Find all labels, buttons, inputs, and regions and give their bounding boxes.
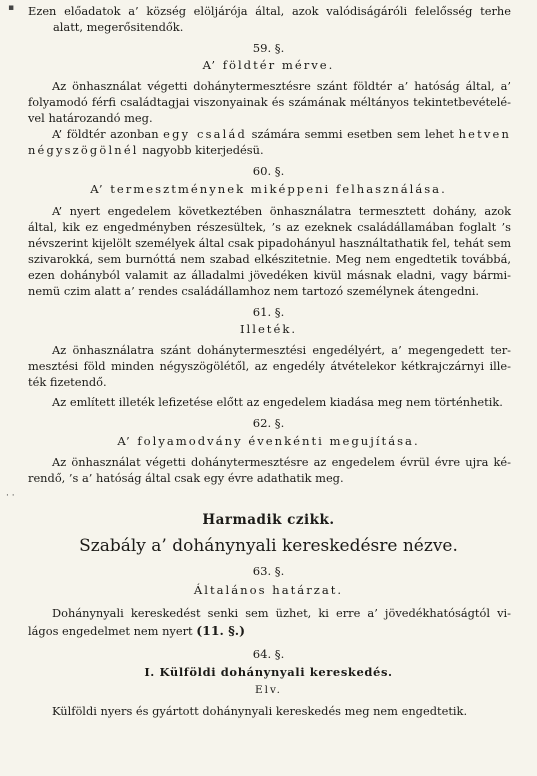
bullet-mark: ▪: [8, 3, 15, 13]
section-63-title: Általános határzat.: [193, 583, 344, 597]
section-60-number: 60. §.: [252, 164, 285, 178]
section-59-title: A’ földtér mérve.: [202, 58, 335, 72]
emphasis-run: egy család: [163, 127, 247, 141]
text-run: nagyobb kiterjedésü.: [138, 143, 264, 157]
section-64-subtitle: Elv.: [254, 684, 283, 696]
section-61-title: Illeték.: [239, 322, 298, 336]
para-62-line-2: rendő, ’s a’ hatóság által csak egy évre adathatik meg.: [28, 471, 344, 485]
part-3-heading: Harmadik czikk.: [202, 512, 335, 528]
text-run: A’ földtér azonban: [52, 127, 164, 141]
emphasis-run: négyszögölnél: [28, 143, 139, 157]
reference-run: (11. §.): [196, 623, 246, 638]
para-64-line-1: Külföldi nyers és gyártott dohánynyali kereskedés meg nem engedtetik.: [52, 704, 468, 718]
section-62-title: A’ folyamodvány évenkénti megujítása.: [117, 434, 420, 448]
para-60-line-2: által, kik ez engedményben részesültek, ’s az ezeknek családállamában foglalt ’s: [28, 220, 511, 234]
section-59-number: 59. §.: [252, 41, 285, 55]
part-3-title: Szabály a’ dohánynyali kereskedésre nézve.: [79, 536, 458, 556]
section-61-number: 61. §.: [252, 305, 285, 319]
para-60-line-3: névszerint kijelölt személyek által csak pipadohányul használtathatik fel, tehát sem: [28, 236, 511, 250]
section-63-number: 63. §.: [252, 564, 285, 578]
para-59a-line-3: vel határozandó meg.: [28, 111, 153, 125]
para-61b-line-1: Az említett illeték lefizetése előtt az engedelem kiadása meg nem történhetik.: [52, 395, 503, 409]
section-60-title: A’ termesztménynek miképpeni felhasználása.: [90, 182, 447, 196]
emphasis-run: hetven: [458, 127, 511, 141]
text-run: lágos engedelmet nem nyert: [28, 624, 197, 638]
para-61a-line-2: mesztési föld minden négyszögölétől, az engedély átvételekor kétkrajczárnyi ille-: [28, 359, 511, 373]
section-64-title: I. Külföldi dohánynyali kereskedés.: [144, 665, 393, 679]
section-64-number: 64. §.: [252, 647, 285, 661]
text-run: számára semmi esetben sem lehet: [247, 127, 459, 141]
para-60-line-1: A’ nyert engedelem következtében önhasználatra termesztett dohány, azok: [52, 204, 511, 218]
para-59b-line-1: [52, 127, 511, 141]
para-60-line-5: ezen dohányból valamit az álladalmi jövedéken kivül másnak eladni, vagy bármi-: [28, 268, 511, 282]
para-60-line-6: nemü czim alatt a’ rendes családállamhoz nem tartozó személynek átengedni.: [28, 284, 479, 298]
section-62-number: 62. §.: [252, 416, 285, 430]
print-speck: · ·: [6, 491, 15, 501]
para-59a-line-1: Az önhasználat végetti dohánytermesztésre szánt földtér a’ hatóság által, a’: [52, 79, 511, 93]
para-61a-line-3: ték fizetendő.: [28, 375, 107, 389]
para-61a-line-1: Az önhasználatra szánt dohánytermesztési engedélyért, a’ megengedett ter-: [52, 343, 511, 357]
para-63-line-1: Dohánynyali kereskedést senki sem üzhet, ki erre a’ jövedékhatóságtól vi-: [52, 606, 511, 620]
line-1: Ezen előadatok a’ község elöljárója által, azok valódiságáróli felelősség terhe: [28, 4, 511, 18]
para-63-line-2: [28, 624, 511, 638]
para-59b-line-2: [28, 143, 511, 157]
line-2: alatt, megerősitendők.: [53, 20, 184, 34]
para-59a-line-2: folyamodó férfi családtagjai viszonyainak és számának méltányos tekintetbevételé-: [28, 95, 511, 109]
para-60-line-4: szivarokká, sem burnóttá nem szabad elkészitetnie. Meg nem engedtetik továbbá,: [28, 252, 511, 266]
para-62-line-1: Az önhasználat végetti dohánytermesztésre az engedelem évrül évre ujra ké-: [52, 455, 511, 469]
